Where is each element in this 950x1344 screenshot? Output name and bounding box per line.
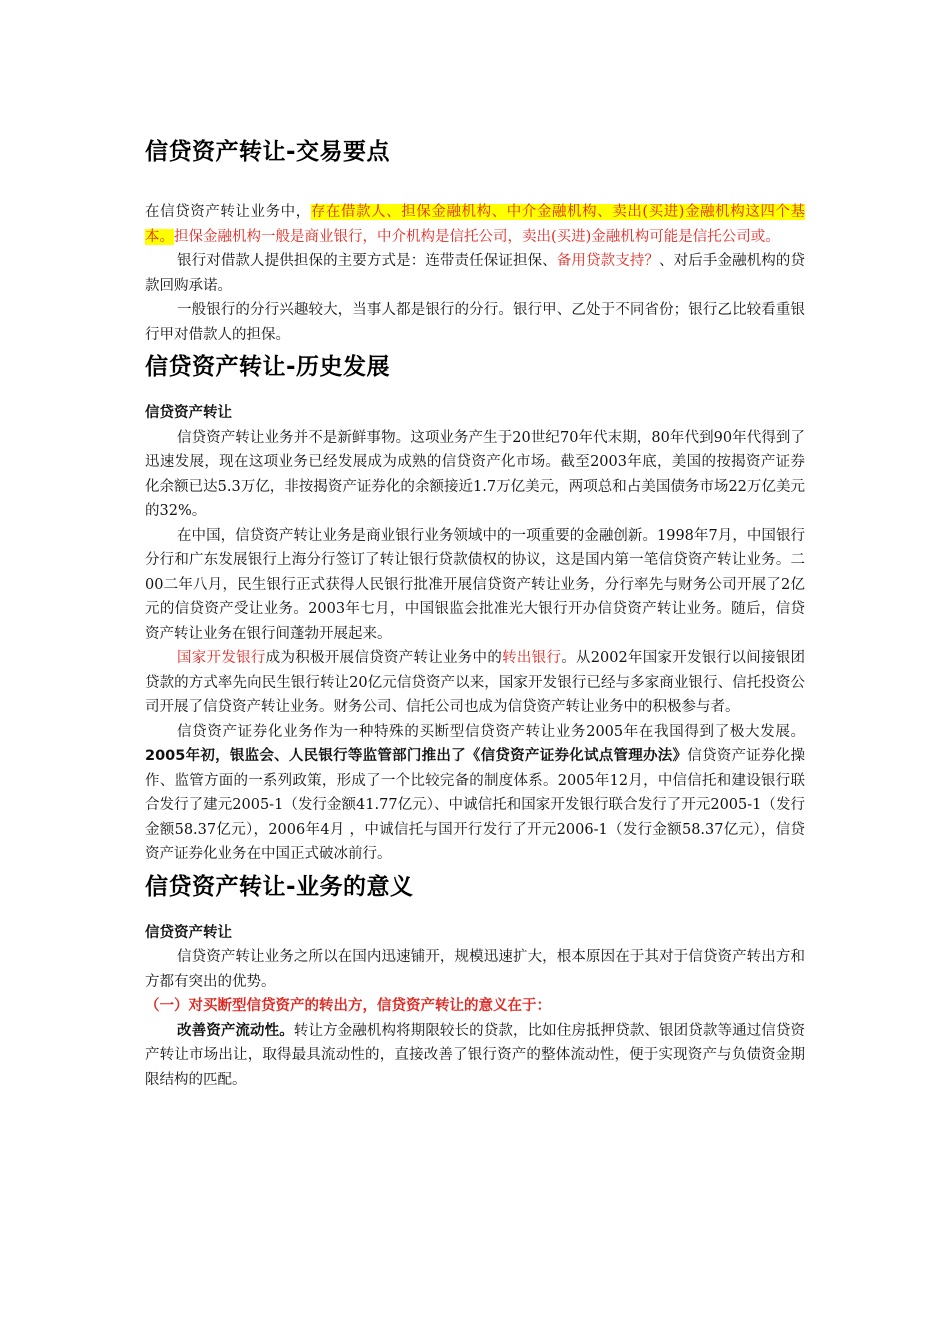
paragraph: 在信贷资产转让业务中，存在借款人、担保金融机构、中介金融机构、卖出(买进)金融机构这四个基本。担保金融机构一般是商业银行，中介机构是信托公司，卖出(买进)金融机构可能是信托公司或。 xyxy=(145,204,805,245)
paragraph: 一般银行的分行兴趣较大，当事人都是银行的分行。银行甲、乙处于不同省份；银行乙比较看重银行甲对借款人的担保。 xyxy=(145,302,805,343)
paragraph: 在中国，信贷资产转让业务是商业银行业务领域中的一项重要的金融创新。1998年7月，中国银行分行和广东发展银行上海分行签订了转让银行贷款债权的协议，这是国内第一笔信贷资产转让业务。二00二年八月，民生银行正式获得人民银行批准开展信贷资产转让业务，分行率先与财务公司开展了2亿元的信贷资产受让业务。2003年七月，中国银监会批准光大银行开办信贷资产转让业务。随后，信贷资产转让业务在银行间蓬勃开展起来。 xyxy=(145,527,805,642)
paragraph: 信贷资产证券化业务作为一种特殊的买断型信贷资产转让业务2005年在我国得到了极大发展。2005年初，银监会、人民银行等监管部门推出了《信贷资产证券化试点管理办法》信贷资产证券化操作、监管方面的一系列政策，形成了一个比较完备的制度体系。2005年12月，中信信托和建设银行联合发行了建元2005-1（发行金额41.77亿元）、中诚信托和国家开发银行联合发行了开元2005-1（发行金额58.37亿元），2006年4月 ，中诚信托与国开行发行了开元2006-1（发行金额58.37亿元），信贷资产证券化业务在中国正式破冰前行。 xyxy=(145,723,806,862)
paragraph: 银行对借款人提供担保的主要方式是：连带责任保证担保、备用贷款支持？、对后手金融机构的贷款回购承诺。 xyxy=(145,253,806,294)
red-text: 备用贷款支持？ xyxy=(556,253,660,269)
document-page xyxy=(145,132,805,1092)
section-title-history: 信贷资产转让-历史发展 xyxy=(145,354,391,380)
highlighted-text: 存在借款人、担保金融机构、中介金融机构、卖出(买进)金融机构这四个基本。 xyxy=(145,204,805,245)
point-heading: （一）对买断型信贷资产的转出方，信贷资产转让的意义在于： xyxy=(145,998,551,1014)
red-text: 担保金融机构一般是商业银行，中介机构是信托公司，卖出(买进)金融机构可能是信托公司或。 xyxy=(174,228,780,245)
subsection-title: 信贷资产转让 xyxy=(145,405,232,421)
section-title-significance: 信贷资产转让-业务的意义 xyxy=(145,873,414,900)
subsection-title: 信贷资产转让 xyxy=(145,924,232,941)
red-text: 国家开发银行 xyxy=(177,650,266,666)
bold-text: 改善资产流动性。 xyxy=(177,1022,294,1039)
red-text: 转出银行 xyxy=(502,650,562,666)
paragraph: 信贷资产转让业务并不是新鲜事物。这项业务产生于20世纪70年代末期，80年代到90年代得到了迅速发展，现在这项业务已经发展成为成熟的信贷资产化市场。截至2003年底，美国的按揭资产证券化余额已达5.3万亿，非按揭资产证券化的余额接近1.7万亿美元，两项总和占美国债务市场22万亿美元的32%。 xyxy=(145,429,805,519)
paragraph: 信贷资产转让业务之所以在国内迅速铺开，规模迅速扩大，根本原因在于其对于信贷资产转出方和方都有突出的优势。 xyxy=(145,949,805,990)
paragraph: 国家开发银行成为积极开展信贷资产转让业务中的转出银行。从2002年国家开发银行以间接银团贷款的方式率先向民生银行转让20亿元信贷资产以来，国家开发银行已经与多家商业银行、信托投资公司开展了信贷资产转让业务。财务公司、信托公司也成为信贷资产转让业务中的积极参与者。 xyxy=(145,650,806,715)
paragraph: 改善资产流动性。转让方金融机构将期限较长的贷款，比如住房抵押贷款、银团贷款等通过信贷资产转让市场出让，取得最具流动性的，直接改善了银行资产的整体流动性，便于实现资产与负债资金期限结构的匹配。 xyxy=(145,1022,805,1088)
bold-text: 2005年初，银监会、人民银行等监管部门推出了《信贷资产证券化试点管理办法》 xyxy=(145,748,688,764)
section-title-key-points: 信贷资产转让-交易要点 xyxy=(145,139,391,165)
